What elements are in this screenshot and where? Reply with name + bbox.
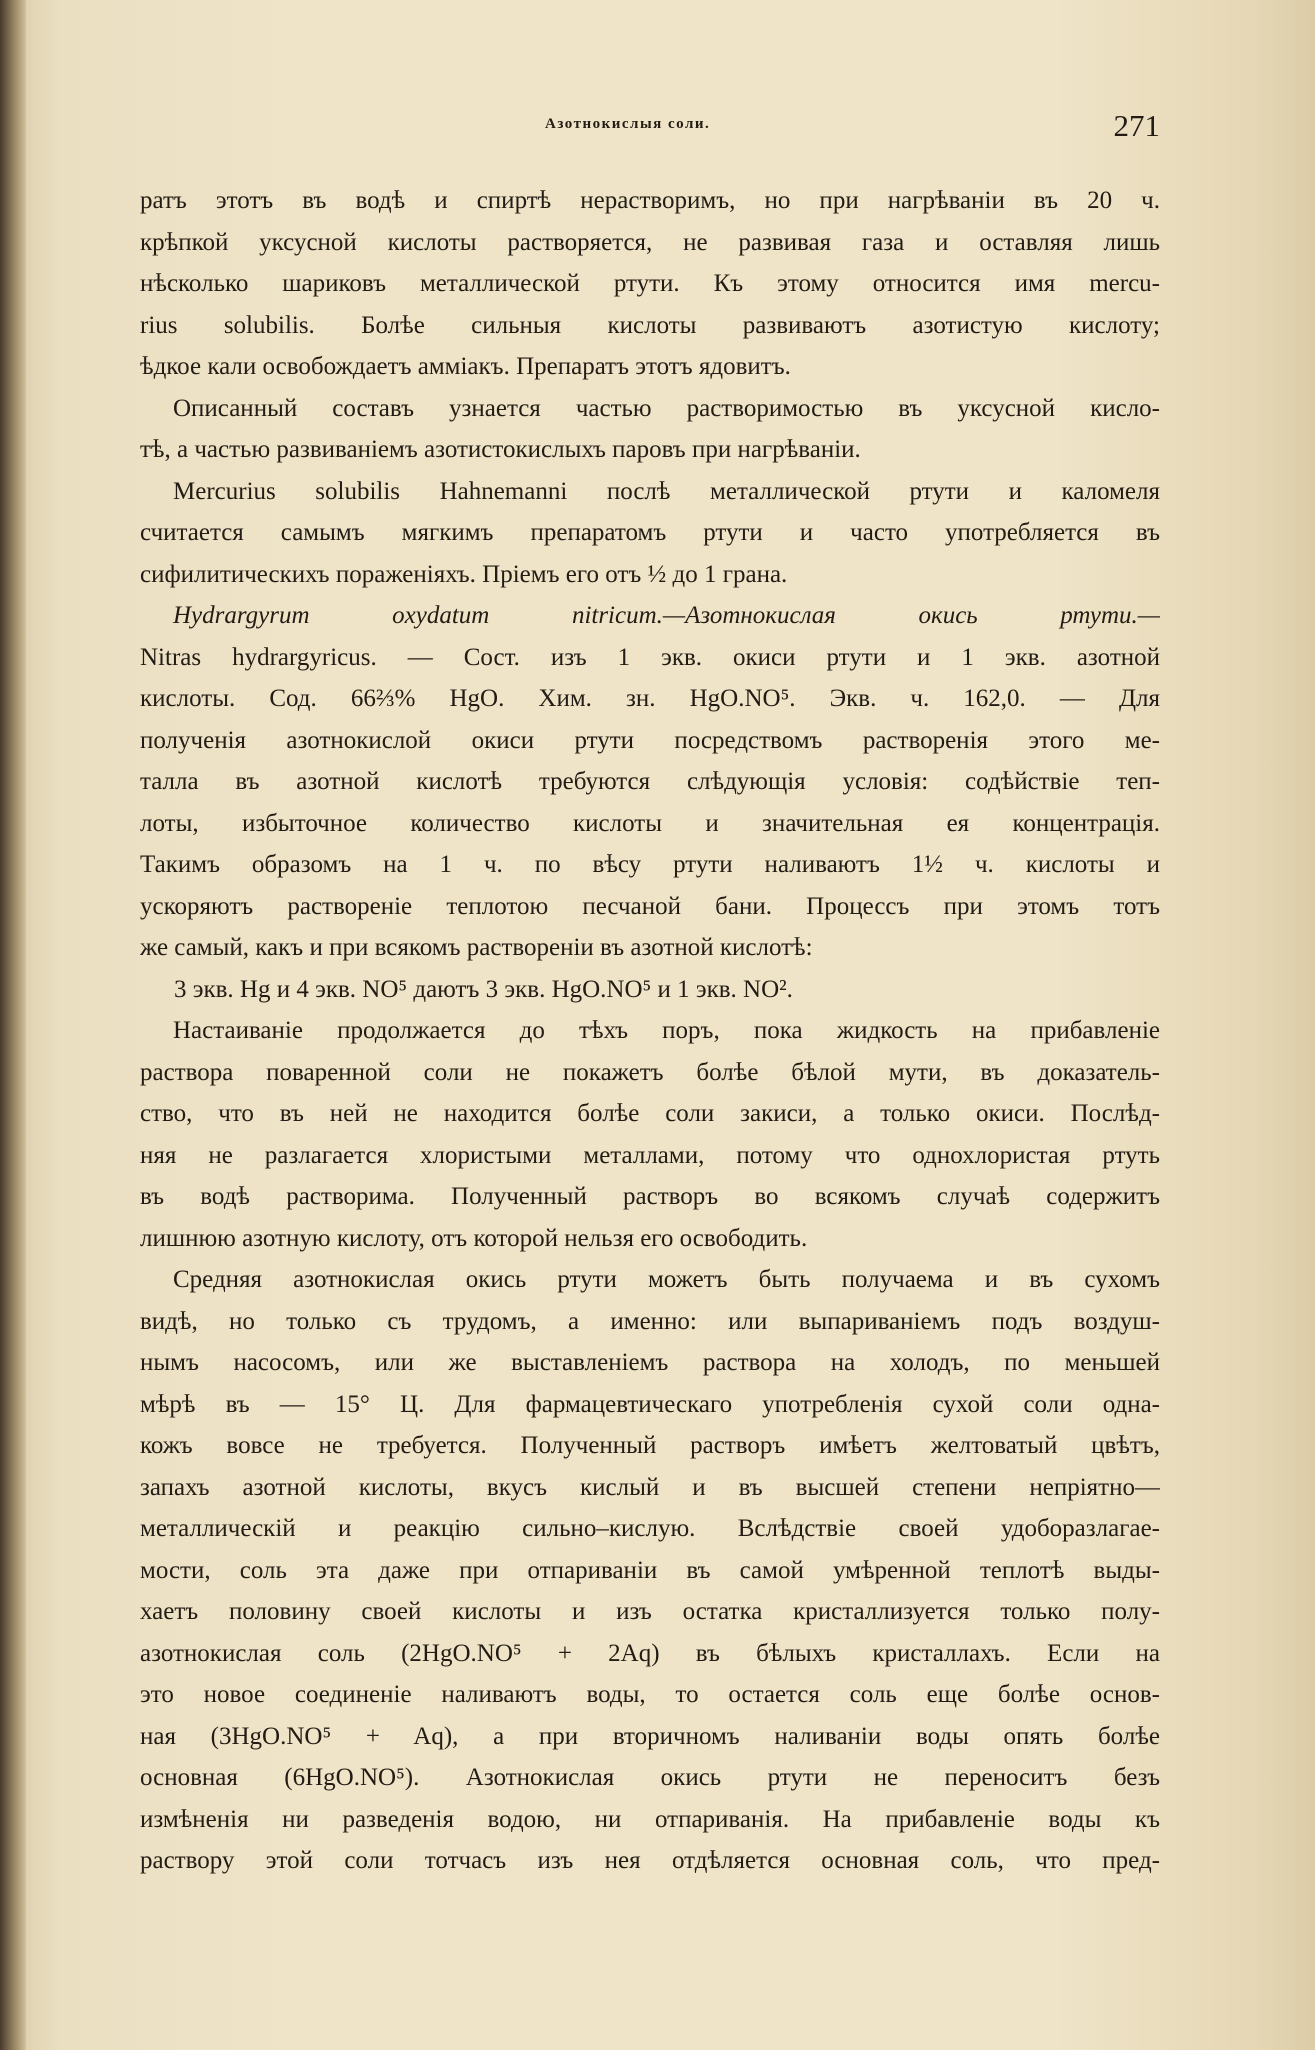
text-line: мѣрѣ въ — 15° Ц. Для фармацевтическаго употребленія сухой соли одна- (140, 1390, 1160, 1418)
text-line: Nitras hydrargyricus. — Сост. изъ 1 экв. окиси ртути и 1 экв. азотной (140, 643, 1160, 671)
text-line: въ водѣ растворима. Полученный растворъ во всякомъ случаѣ содержитъ (140, 1183, 1160, 1210)
text-line: ѣдкое кали освобождаетъ амміакъ. Препаратъ этотъ ядовитъ. (140, 353, 791, 380)
text-line: ускоряютъ раствореніе теплотою песчаной бани. Процессъ при этомъ тотъ (140, 892, 1160, 920)
text-line: Описанный составъ узнается частью растворимостью въ уксусной кисло- (173, 394, 1160, 422)
text-line: мости, соль эта даже при отпариваніи въ самой умѣренной теплотѣ выды- (140, 1556, 1160, 1584)
page-header (140, 108, 1160, 148)
page-number: 271 (1113, 108, 1160, 143)
text-line: кожъ вовсе не требуется. Полученный растворъ имѣетъ желтоватый цвѣтъ, (140, 1432, 1160, 1459)
text-line: это новое соединеніе наливаютъ воды, то остается соль еще болѣе основ- (140, 1681, 1160, 1708)
text-line: ная (3HgO.NO⁵ + Aq), а при вторичномъ наливаніи воды опять болѣе (140, 1722, 1160, 1750)
text-line: азотнокислая соль (2HgO.NO⁵ + 2Aq) въ бѣлыхъ кристаллахъ. Если на (140, 1639, 1160, 1667)
equation-line: 3 экв. Hg и 4 экв. NO⁵ даютъ 3 экв. HgO.NO⁵ и 1 экв. NO². (174, 975, 793, 1003)
text-line: Настаиваніе продолжается до тѣхъ поръ, пока жидкость на прибавленіе (173, 1017, 1160, 1044)
text-line: лишнюю азотную кислоту, отъ которой нельзя его освободить. (140, 1224, 808, 1252)
text-line: Такимъ образомъ на 1 ч. по вѣсу ртути наливаютъ 1½ ч. кислоты и (140, 851, 1160, 878)
text-line: хаетъ половину своей кислоты и изъ остатка кристаллизуется только полу- (140, 1598, 1160, 1625)
text-line: няя не разлагается хлористыми металлами, потому что однохлористая ртуть (140, 1141, 1160, 1169)
text-line: Mercurius solubilis Hahnemanni послѣ металлической ртути и каломеля (173, 477, 1160, 505)
text-line: сифилитическихъ пораженіяхъ. Пріемъ его отъ ½ до 1 грана. (140, 560, 788, 588)
text-line: крѣпкой уксусной кислоты растворяется, не развивая газа и оставляя лишь (140, 228, 1160, 256)
text-line: ство, что въ ней не находится болѣе соли закиси, а только окиси. Послѣд- (140, 1100, 1160, 1127)
text-line: раствору этой соли тотчасъ изъ нея отдѣляется основная соль, что пред- (140, 1847, 1160, 1874)
text-line: же самый, какъ и при всякомъ раствореніи въ азотной кислотѣ: (140, 934, 813, 961)
section-heading-line: Hydrargyrum oxydatum nitricum.—Азотнокислая окись ртути.— (173, 602, 1160, 629)
text-line: считается самымъ мягкимъ препаратомъ ртути и часто употребляется въ (140, 519, 1160, 546)
text-line: нѣсколько шариковъ металлической ртути. Къ этому относится имя mercu- (140, 270, 1160, 297)
text-line: лоты, избыточное количество кислоты и значительная ея концентрація. (140, 809, 1160, 837)
text-line: металлическій и реакцію сильно–кислую. Вслѣдствіе своей удоборазлагае- (140, 1515, 1160, 1542)
running-head-title: Азотнокислыя соли. (545, 116, 711, 132)
text-line: раствора поваренной соли не покажетъ болѣе бѣлой мути, въ доказатель- (140, 1058, 1160, 1086)
text-line: ратъ этотъ въ водѣ и спиртѣ нерастворимъ, но при нагрѣваніи въ 20 ч. (140, 187, 1160, 214)
text-line: запахъ азотной кислоты, вкусъ кислый и въ высшей степени непріятно— (140, 1473, 1160, 1501)
text-line: нымъ насосомъ, или же выставленіемъ раствора на холодъ, по меньшей (140, 1349, 1160, 1376)
text-line: тѣ, а частью развиваніемъ азотистокислыхъ паровъ при нагрѣваніи. (140, 436, 861, 463)
text-line: rius solubilis. Болѣе сильныя кислоты развиваютъ азотистую кислоту; (140, 311, 1160, 339)
text-line: Средняя азотнокислая окись ртути можетъ быть получаема и въ сухомъ (173, 1266, 1160, 1293)
text-line: измѣненія ни разведенія водою, ни отпариванія. На прибавленіе воды къ (140, 1805, 1160, 1833)
book-binding-edge (0, 0, 26, 2050)
text-line: видѣ, но только съ трудомъ, а именно: или выпариваніемъ подъ воздуш- (140, 1307, 1160, 1335)
text-body (140, 180, 1160, 1882)
text-line: талла въ азотной кислотѣ требуются слѣдующія условія: содѣйствіе теп- (140, 768, 1160, 795)
text-line: полученія азотнокислой окиси ртути посредствомъ растворенія этого ме- (140, 726, 1160, 754)
text-line: кислоты. Сод. 66⅔% HgO. Хим. зн. HgO.NO⁵. Экв. ч. 162,0. — Для (140, 685, 1160, 712)
text-line: основная (6HgO.NO⁵). Азотнокислая окись ртути не переноситъ безъ (140, 1764, 1160, 1791)
